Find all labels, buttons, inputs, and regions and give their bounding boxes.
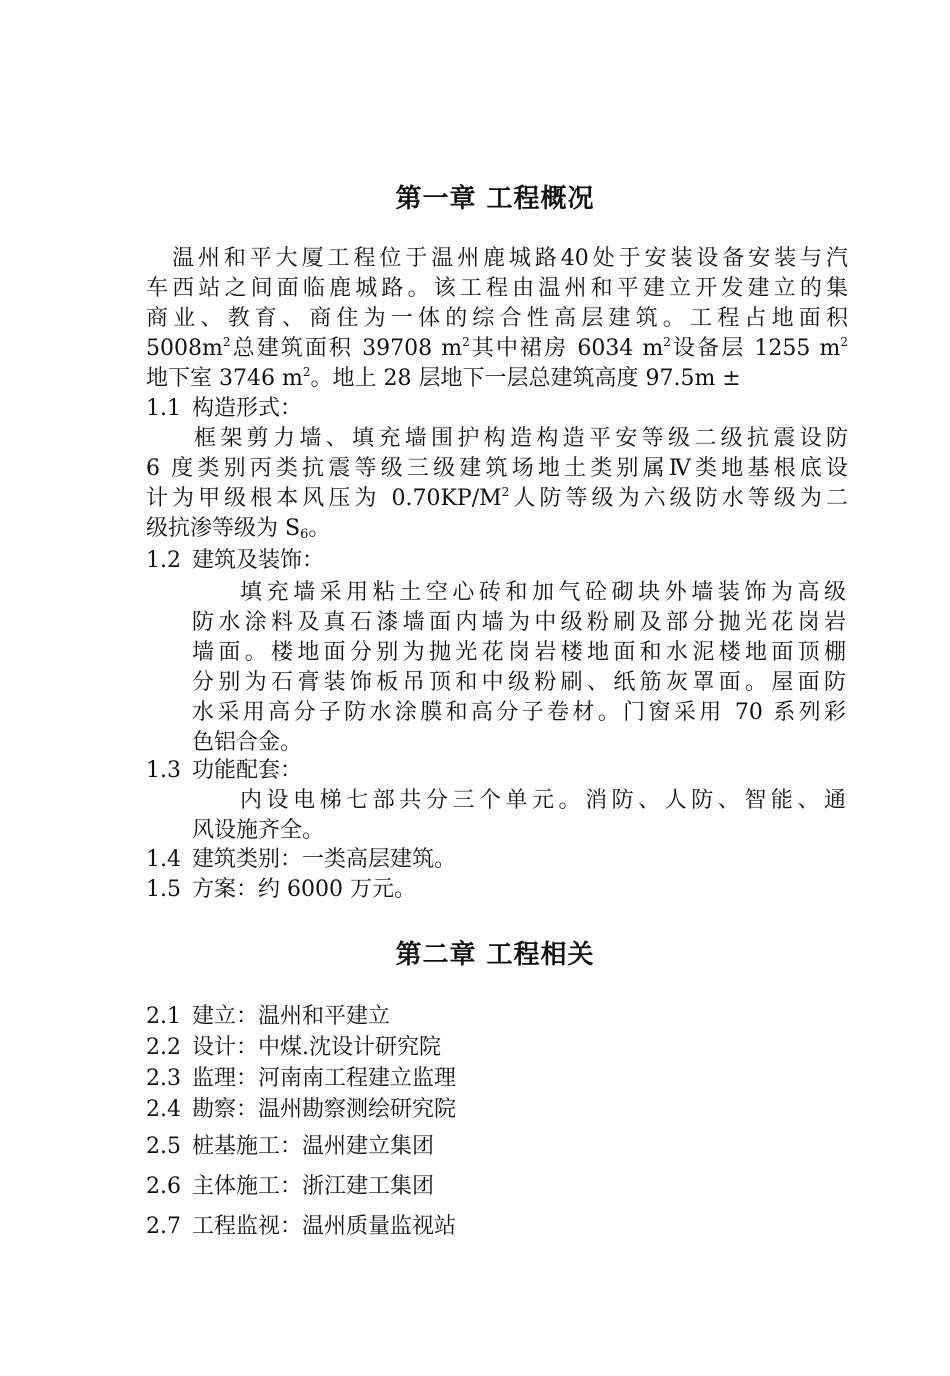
section-1-3-line-1: 内设电梯七部共分三个单元。消防、人防、智能、通 [240,788,846,813]
section-1-2-line-1: 填充墙采用粘土空心砖和加气砼砌块外墙装饰为高级 [240,580,846,605]
section-1-3-line-2: 风设施齐全。 [192,818,325,843]
section-1-1-line-3: 计为甲级根本风压为 $0.70KP/M^2$人防等级为六级防水等级为二 [146,485,848,511]
section-1-3-heading: 1.3 功能配套： [146,758,303,783]
section-1-2-line-5: 水采用高分子防水涂膜和高分子卷材。门窗采用 70 系列彩 [192,700,846,725]
section-1-5: 1.5 方案：约 6000 万元。 [146,877,416,902]
section-1-2-line-2: 防水涂料及真石漆墙面内墙为中级粉刷及部分抛光花岗岩 [192,610,846,635]
list-item: 2.4 勘察：温州勘察测绘研究院 [146,1097,457,1122]
intro-line-3: 商业、教育、商住为一体的综合性高层建筑。工程占地面积 [146,306,848,331]
section-1-2-line-4: 分别为石膏装饰板吊顶和中级粉刷、纸筋灰罩面。屋面防 [192,670,846,695]
list-item: 2.6 主体施工：浙江建工集团 [146,1174,435,1199]
section-1-2-line-3: 墙面。楼地面分别为抛光花岗岩楼地面和水泥楼地面顶棚 [192,640,846,665]
list-item: 2.2 设计：中煤.沈设计研究院 [146,1035,441,1060]
list-item: 2.3 监理：河南南工程建立监理 [146,1066,457,1091]
list-item: 2.5 桩基施工：温州建立集团 [146,1134,435,1159]
section-1-1-line-4: 级抗渗等级为 $S_6$。 [146,516,331,542]
intro-line-5: 地下室 3746 $m^2$。地上 28 层地下一层总建筑高度 97.5m ± [146,365,741,391]
section-1-1-heading: 1.1 构造形式： [146,396,303,421]
chapter-2-title: 第二章 工程相关 [395,940,595,970]
list-item: 2.1 建立：温州和平建立 [146,1004,391,1029]
list-item: 2.7 工程监视：温州质量监视站 [146,1214,457,1239]
section-1-4: 1.4 建筑类别：一类高层建筑。 [146,847,457,872]
section-1-1-line-2: 6 度类别丙类抗震等级三级建筑场地土类别属Ⅳ类地基根底设 [146,456,848,481]
section-1-1-line-1: 框架剪力墙、填充墙围护构造构造平安等级二级抗震设防 [194,426,848,451]
intro-line-1: 温州和平大厦工程位于温州鹿城路40处于安装设备安装与汽 [172,246,848,271]
chapter-1-title: 第一章 工程概况 [395,184,595,214]
section-1-2-heading: 1.2 建筑及装饰： [146,548,325,573]
section-1-2-line-6: 色铝合金。 [192,730,303,755]
intro-line-2: 车西站之间面临鹿城路。该工程由温州和平建立开发建立的集 [146,276,848,301]
intro-line-4: $5008m^2$总建筑面积 39708 $m^2$其中裙房 6034 $m^2$设备层 1255 $m^2$ [146,335,848,361]
